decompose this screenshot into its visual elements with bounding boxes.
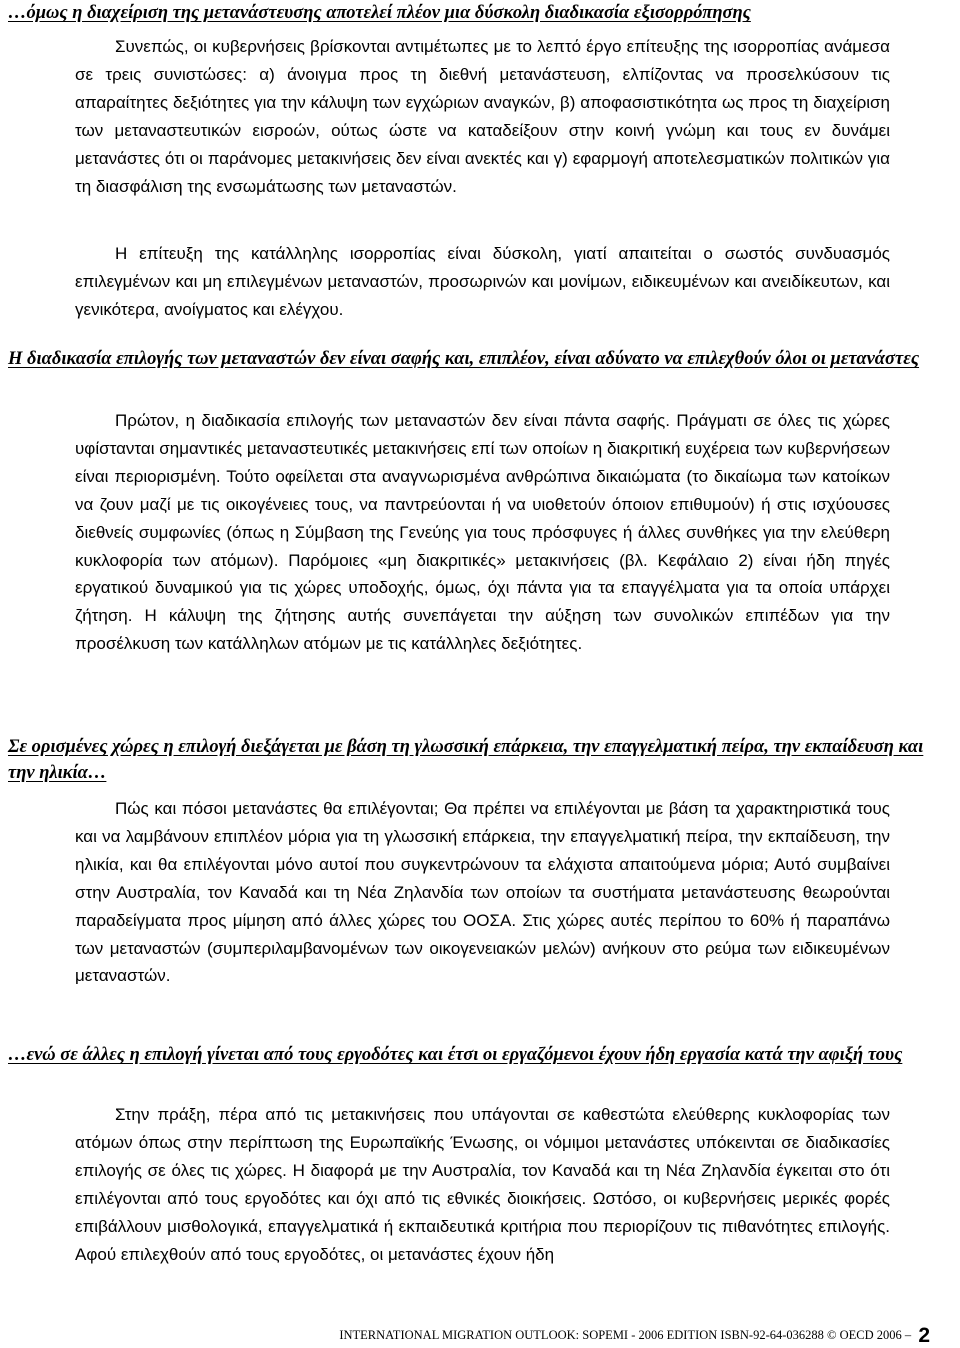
body-paragraph: Η επίτευξη της κατάλληλης ισορροπίας είναι δύσκολη, γιατί απαιτείται ο σωστός συνδυασμός επιλεγμένων και μη επιλεγμένων μεταναστών, προσωρινών και μονίμων, ειδικευμένων και ανειδίκευτων, και γενικότερα, ανοίγματος και ελέγχου.: [75, 244, 890, 319]
section-heading: Σε ορισμένες χώρες η επιλογή διεξάγεται με βάση τη γλωσσική επάρκεια, την επαγγελματική πείρα, την εκπαίδευση και την ηλικία…: [8, 737, 924, 783]
body-paragraph: Συνεπώς, οι κυβερνήσεις βρίσκονται αντιμέτωπες με το λεπτό έργο επίτευξης της ισορροπίας ανάμεσα σε τρεις συνιστώσες: α) άνοιγμα προς τη διεθνή μετανάστευση, ελπίζοντας να προσελκύσουν τις απαραίτητες δεξιότητες για την κάλυψη των εγχώριων αναγκών, β) αποφασιστικότητα ως προς τη διαχείριση των μεταναστευτικών εισροών, ούτως ώστε να καταδείξουν στην κοινή γνώμη και τους εν δυνάμει μετανάστες ότι οι παράνομες μετακινήσεις δεν είναι ανεκτές και γ) εφαρμογή αποτελεσματικών πολιτικών για τη διασφάλιση της ενσωμάτωσης των μεταναστών.: [75, 37, 890, 196]
section-heading: Η διαδικασία επιλογής των μεταναστών δεν είναι σαφής και, επιπλέον, είναι αδύνατο να επιλεχθούν όλοι οι μετανάστες: [8, 349, 920, 369]
body-paragraph: Πώς και πόσοι μετανάστες θα επιλέγονται; Θα πρέπει να επιλέγονται με βάση τα χαρακτηριστικά τους και να λαμβάνουν επιπλέον μόρια για τη γλωσσική επάρκεια, την επαγγελματική πείρα, την εκπαίδευση, την ηλικία, και θα επιλέγονται μόνο αυτοί που συγκεντρώνουν τα ελάχιστα απαιτούμενα μόρια; Αυτό συμβαίνει στην Αυστραλία, τον Καναδά και τη Νέα Ζηλανδία των οποίων τα συστήματα μετανάστευσης θεωρούνται παραδείγματα προς μίμηση από άλλες χώρες του ΟΟΣΑ. Στις χώρες αυτές περίπου το 60% ή παραπάνω των μεταναστών (συμπεριλαμβανομένων των οικογενειακών μελών) ανήκουν στο ρεύμα των ειδικευμένων μεταναστών.: [75, 799, 890, 986]
body-paragraph: Στην πράξη, πέρα από τις μετακινήσεις που υπάγονται σε καθεστώτα ελεύθερης κυκλοφορίας των ατόμων όπως στην περίπτωση της Ευρωπαϊκής Ένωσης, οι νόμιμοι μετανάστες υπόκεινται σε διαδικασίες επιλογής σε όλες τις χώρες. Η διαφορά με την Αυστραλία, τον Καναδά και τη Νέα Ζηλανδία έγκειται στο ότι επιλέγονται από τους εργοδότες και όχι από τις εθνικές διοικήσεις. Ωστόσο, οι κυβερνήσεις μερικές φορές επιβάλλουν μισθολογικά, επαγγελματικά ή εκπαιδευτικά κριτήρια που περιορίζουν τις πιθανότητες επιλογής. Αφού επιλεχθούν από τους εργοδότες, οι μετανάστες έχουν ήδη: [75, 1105, 890, 1264]
page-footer: [339, 1324, 930, 1348]
section-heading: …ενώ σε άλλες η επιλογή γίνεται από τους εργοδότες και έτσι οι εργαζόμενοι έχουν ήδη εργασία κατά την αφιξή τους: [8, 1045, 903, 1065]
page-number: 2: [918, 1324, 930, 1347]
section-heading: …όμως η διαχείριση της μετανάστευσης αποτελεί πλέον μια δύσκολη διαδικασία εξισορρόπησης: [8, 3, 751, 23]
footer-publication: INTERNATIONAL MIGRATION OUTLOOK: SOPEMI - 2006 EDITION ISBN-92-64-036288 © OECD 2006 –: [339, 1328, 912, 1342]
body-paragraph: Πρώτον, η διαδικασία επιλογής των μεταναστών δεν είναι πάντα σαφής. Πράγματι σε όλες τις χώρες υφίστανται σημαντικές μεταναστευτικές μετακινήσεις επί των οποίων η διακριτική ευχέρεια των κυβερνήσεων είναι περιορισμένη. Τούτο οφείλεται στα αναγνωρισμένα ανθρώπινα δικαιώματα (το δικαίωμα των κατοίκων να ζουν μαζί με τις οικογένειες τους, να παντρεύονται ή να υιοθετούν όποιον επιθυμούν) ή στις ισχύουσες διεθνείς συμφωνίες (όπως η Σύμβαση της Γενεύης για τους πρόσφυγες ή άλλες συνθήκες για την ελεύθερη κυκλοφορία των ατόμων). Παρόμοιες «μη διακριτικές» μετακινήσεις (βλ. Κεφάλαιο 2) είναι ήδη πηγές εργατικού δυναμικού για τις χώρες υποδοχής, όμως, όχι πάντα για τα επαγγέλματα για τα οποία υπάρχει ζήτηση. Η κάλυψη της ζήτησης αυτής συνεπάγεται την αύξηση των συνολικών επιπέδων για την προσέλκυση των κατάλληλων ατόμων με τις κατάλληλες δεξιότητες.: [75, 411, 890, 654]
